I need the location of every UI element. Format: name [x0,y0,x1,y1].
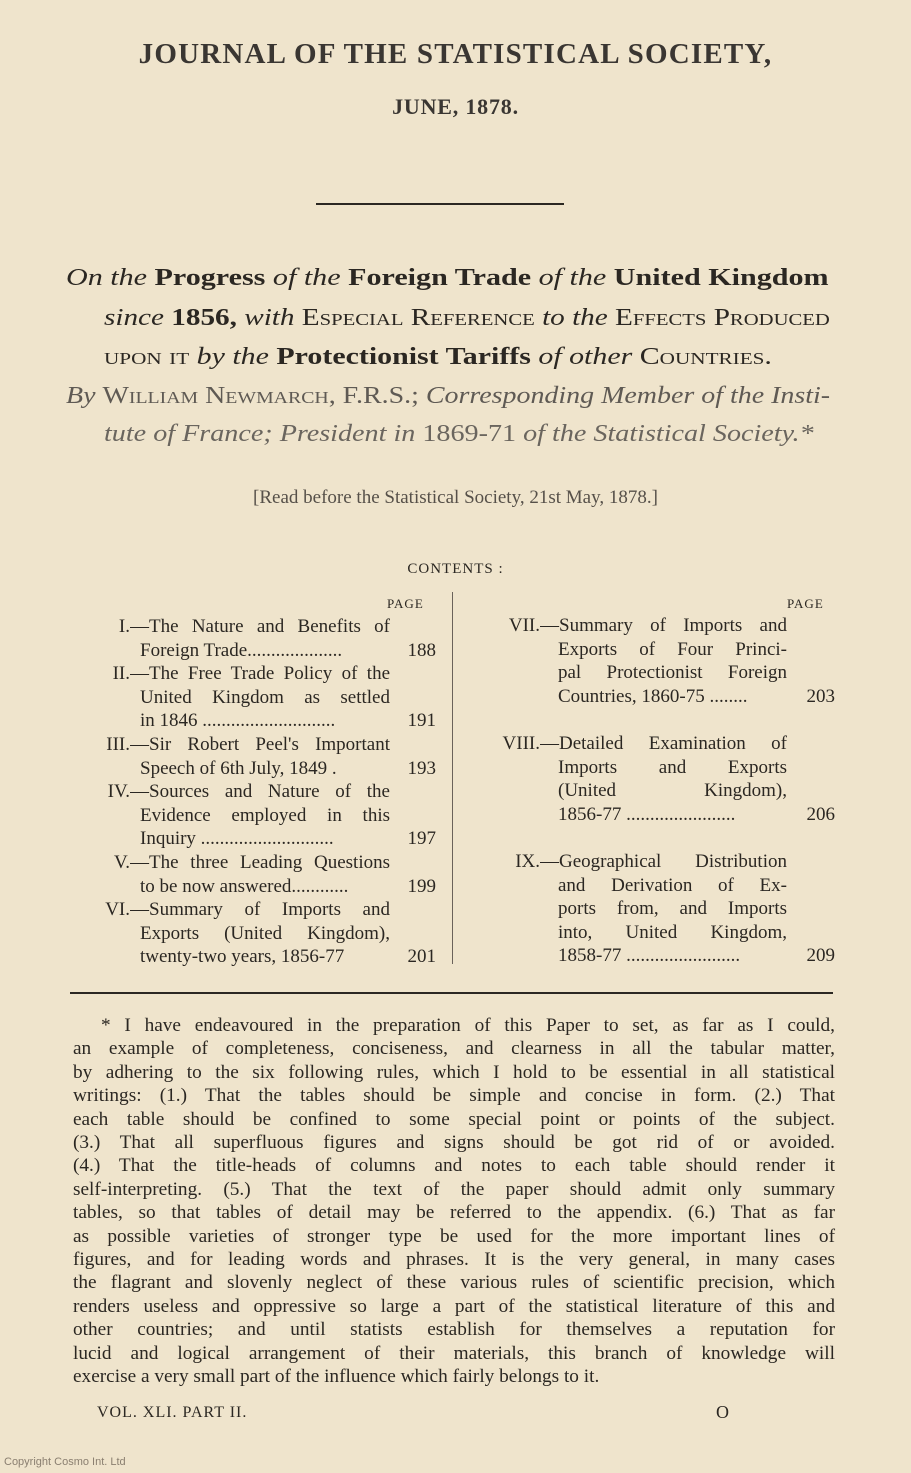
title-segment: upon it [104,344,190,370]
toc-entry-text: twenty-two years, 1856-77 [140,946,345,968]
toc-entry-page: 188 [407,639,436,661]
toc-entry-text: ports from, and Imports [558,898,787,920]
toc-entry-text: into, United Kingdom, [558,921,787,943]
footnote-line: tables, so that tables of detail may be referred to the appendix. (6.) That as far [73,1202,835,1224]
title-segment: Effects Produced [615,305,830,331]
footnote-line: lucid and logical arrangement of their materials, this branch of knowledge will [73,1342,835,1364]
toc-entry-text: and Derivation of Ex- [558,874,787,896]
footnote-line: an example of completeness, conciseness, and clearness in all the tabular matter, [73,1038,835,1060]
title-segment: , F.R.S.; [328,383,426,409]
toc-entry-number: IV. [107,781,130,802]
toc-entry-text: in 1846 ............................ [140,710,336,732]
journal-title: JOURNAL OF THE STATISTICAL SOCIETY, [138,38,773,70]
title-segment: by the [189,344,277,370]
footnote-line: other countries; and until statists establish for themselves a reputation for [73,1319,835,1341]
issue-date: JUNE, 1878. [392,94,519,119]
toc-entry-text: Foreign Trade.................... [140,639,343,661]
toc-entry-text: Exports (United Kingdom), [140,922,390,944]
title-segment: of the Statistical Society.* [516,421,814,447]
toc-entry-text: Evidence employed in this [140,804,390,826]
toc-entry-number: I. [118,616,130,637]
title-line [104,418,814,450]
page-label-left: PAGE [387,596,424,611]
toc-entry-page: 209 [806,945,835,967]
footnote-line: exercise a very small part of the influence which fairly belongs to it. [73,1366,600,1388]
toc-entry-text: to be now answered............ [140,875,349,897]
toc-entry-text: (United Kingdom), [558,780,787,802]
title-segment: Progress [154,265,266,291]
toc-entry-text: —Detailed Examination of [540,733,787,754]
toc-entry-number: III. [106,734,130,755]
toc-entry-text: —The three Leading Questions [130,852,390,873]
toc-entry-number: IX. [515,851,540,872]
title-segment: of the [265,265,349,291]
title-segment: tute of France; President in [104,421,423,447]
toc-entry-number: II. [112,663,130,684]
contents-column-divider [452,592,453,964]
toc-entry-page: 203 [806,685,835,707]
title-segment: By [66,383,103,409]
toc-entry-number: VII. [508,615,540,636]
toc-entry-page: 193 [407,757,436,779]
toc-entry-text: Exports of Four Princi- [558,638,787,660]
toc-entry-text: Speech of 6th July, 1849 . [140,757,337,779]
title-segment: with [236,305,302,331]
footnote-line: (4.) That the title-heads of columns and notes to each table should render it [73,1155,835,1177]
toc-entry-text: —Sources and Nature of the [130,781,390,802]
footnote-line: renders useless and oppressive so large a part of the statistical literature of this and [73,1295,835,1317]
title-line [104,302,830,334]
toc-entry-page: 199 [407,875,436,897]
copyright-notice: Copyright Cosmo Int. Ltd [4,1456,126,1468]
title-segment: Especial Reference [301,305,535,331]
toc-entry-page: 191 [407,710,436,732]
toc-entry-text: —Geographical Distribution [540,851,787,872]
toc-entry-number: VI. [105,899,130,920]
read-note: [Read before the Statistical Society, 21st May, 1878.] [253,487,658,508]
title-segment: to the [534,305,616,331]
footnote-line: each table should be confined to some special point or points of the subject. [73,1108,835,1130]
signature-mark: O [716,1402,729,1422]
title-segment: Foreign Trade [348,265,532,291]
title-segment: of the [531,265,614,291]
toc-entry-page: 201 [407,946,436,968]
volume-info: VOL. XLI. PART II. [97,1404,248,1421]
toc-entry-number: V. [113,852,130,873]
toc-entry-text: pal Protectionist Foreign [558,662,787,684]
title-line [66,380,830,412]
title-segment: On the [66,265,155,291]
page-label-right: PAGE [787,596,824,611]
title-segment: since [104,305,172,331]
footnote-line: by adhering to the six following rules, which I hold to be essential in all statistical [73,1061,835,1083]
footnote-divider [70,992,833,994]
toc-entry-text: —Sir Robert Peel's Important [130,734,390,755]
toc-entry-text: —The Nature and Benefits of [130,616,390,637]
footnote [73,1014,835,1389]
toc-entry-text: United Kingdom as settled [140,686,390,708]
contents-heading: CONTENTS : [407,561,504,577]
footnote-line: writings: (1.) That the tables should be simple and concise in form. (2.) That [73,1085,835,1107]
footnote-line: figures, and for leading words and phrases. It is the very general, in many cases [73,1249,835,1271]
toc-entry-text: 1858-77 ........................ [558,945,741,967]
toc-entry-text: Inquiry ............................ [140,828,334,850]
title-line [104,341,772,373]
title-segment: Protectionist Tariffs [276,344,531,370]
toc-entry-text: 1856-77 ....................... [558,803,736,825]
title-segment: Countries. [639,344,772,370]
title-line [66,262,829,294]
footnote-line: self-interpreting. (5.) That the text of the paper should admit only summary [73,1178,835,1200]
toc-entry-text: —The Free Trade Policy of the [130,663,390,684]
toc-entry-text: —Summary of Imports and [540,615,787,636]
title-segment: 1869-71 [422,421,517,447]
toc-entry-number: VIII. [502,733,540,754]
title-divider [316,203,564,205]
footnote-line: the flagrant and slovenly neglect of these various rules of scientific precision, which [73,1272,835,1294]
toc-entry-page: 206 [806,803,835,825]
title-segment: Corresponding Member of the Insti- [425,383,831,409]
toc-entry-text: Countries, 1860-75 ........ [558,685,748,707]
title-segment: 1856, [171,305,237,331]
toc-entry-page: 197 [407,828,436,850]
title-segment: of other [530,344,640,370]
footnote-line: (3.) That all superfluous figures and signs should be got rid of or avoided. [73,1132,835,1154]
toc-entry-text: Imports and Exports [558,756,787,778]
title-segment: United Kingdom [613,265,829,291]
footnote-line: as possible varieties of stronger type be used for the more important lines of [73,1225,835,1247]
title-segment: William Newmarch [102,383,329,409]
toc-entry-text: —Summary of Imports and [130,899,390,920]
footnote-line: * I have endeavoured in the preparation of this Paper to set, as far as I could, [101,1015,835,1036]
